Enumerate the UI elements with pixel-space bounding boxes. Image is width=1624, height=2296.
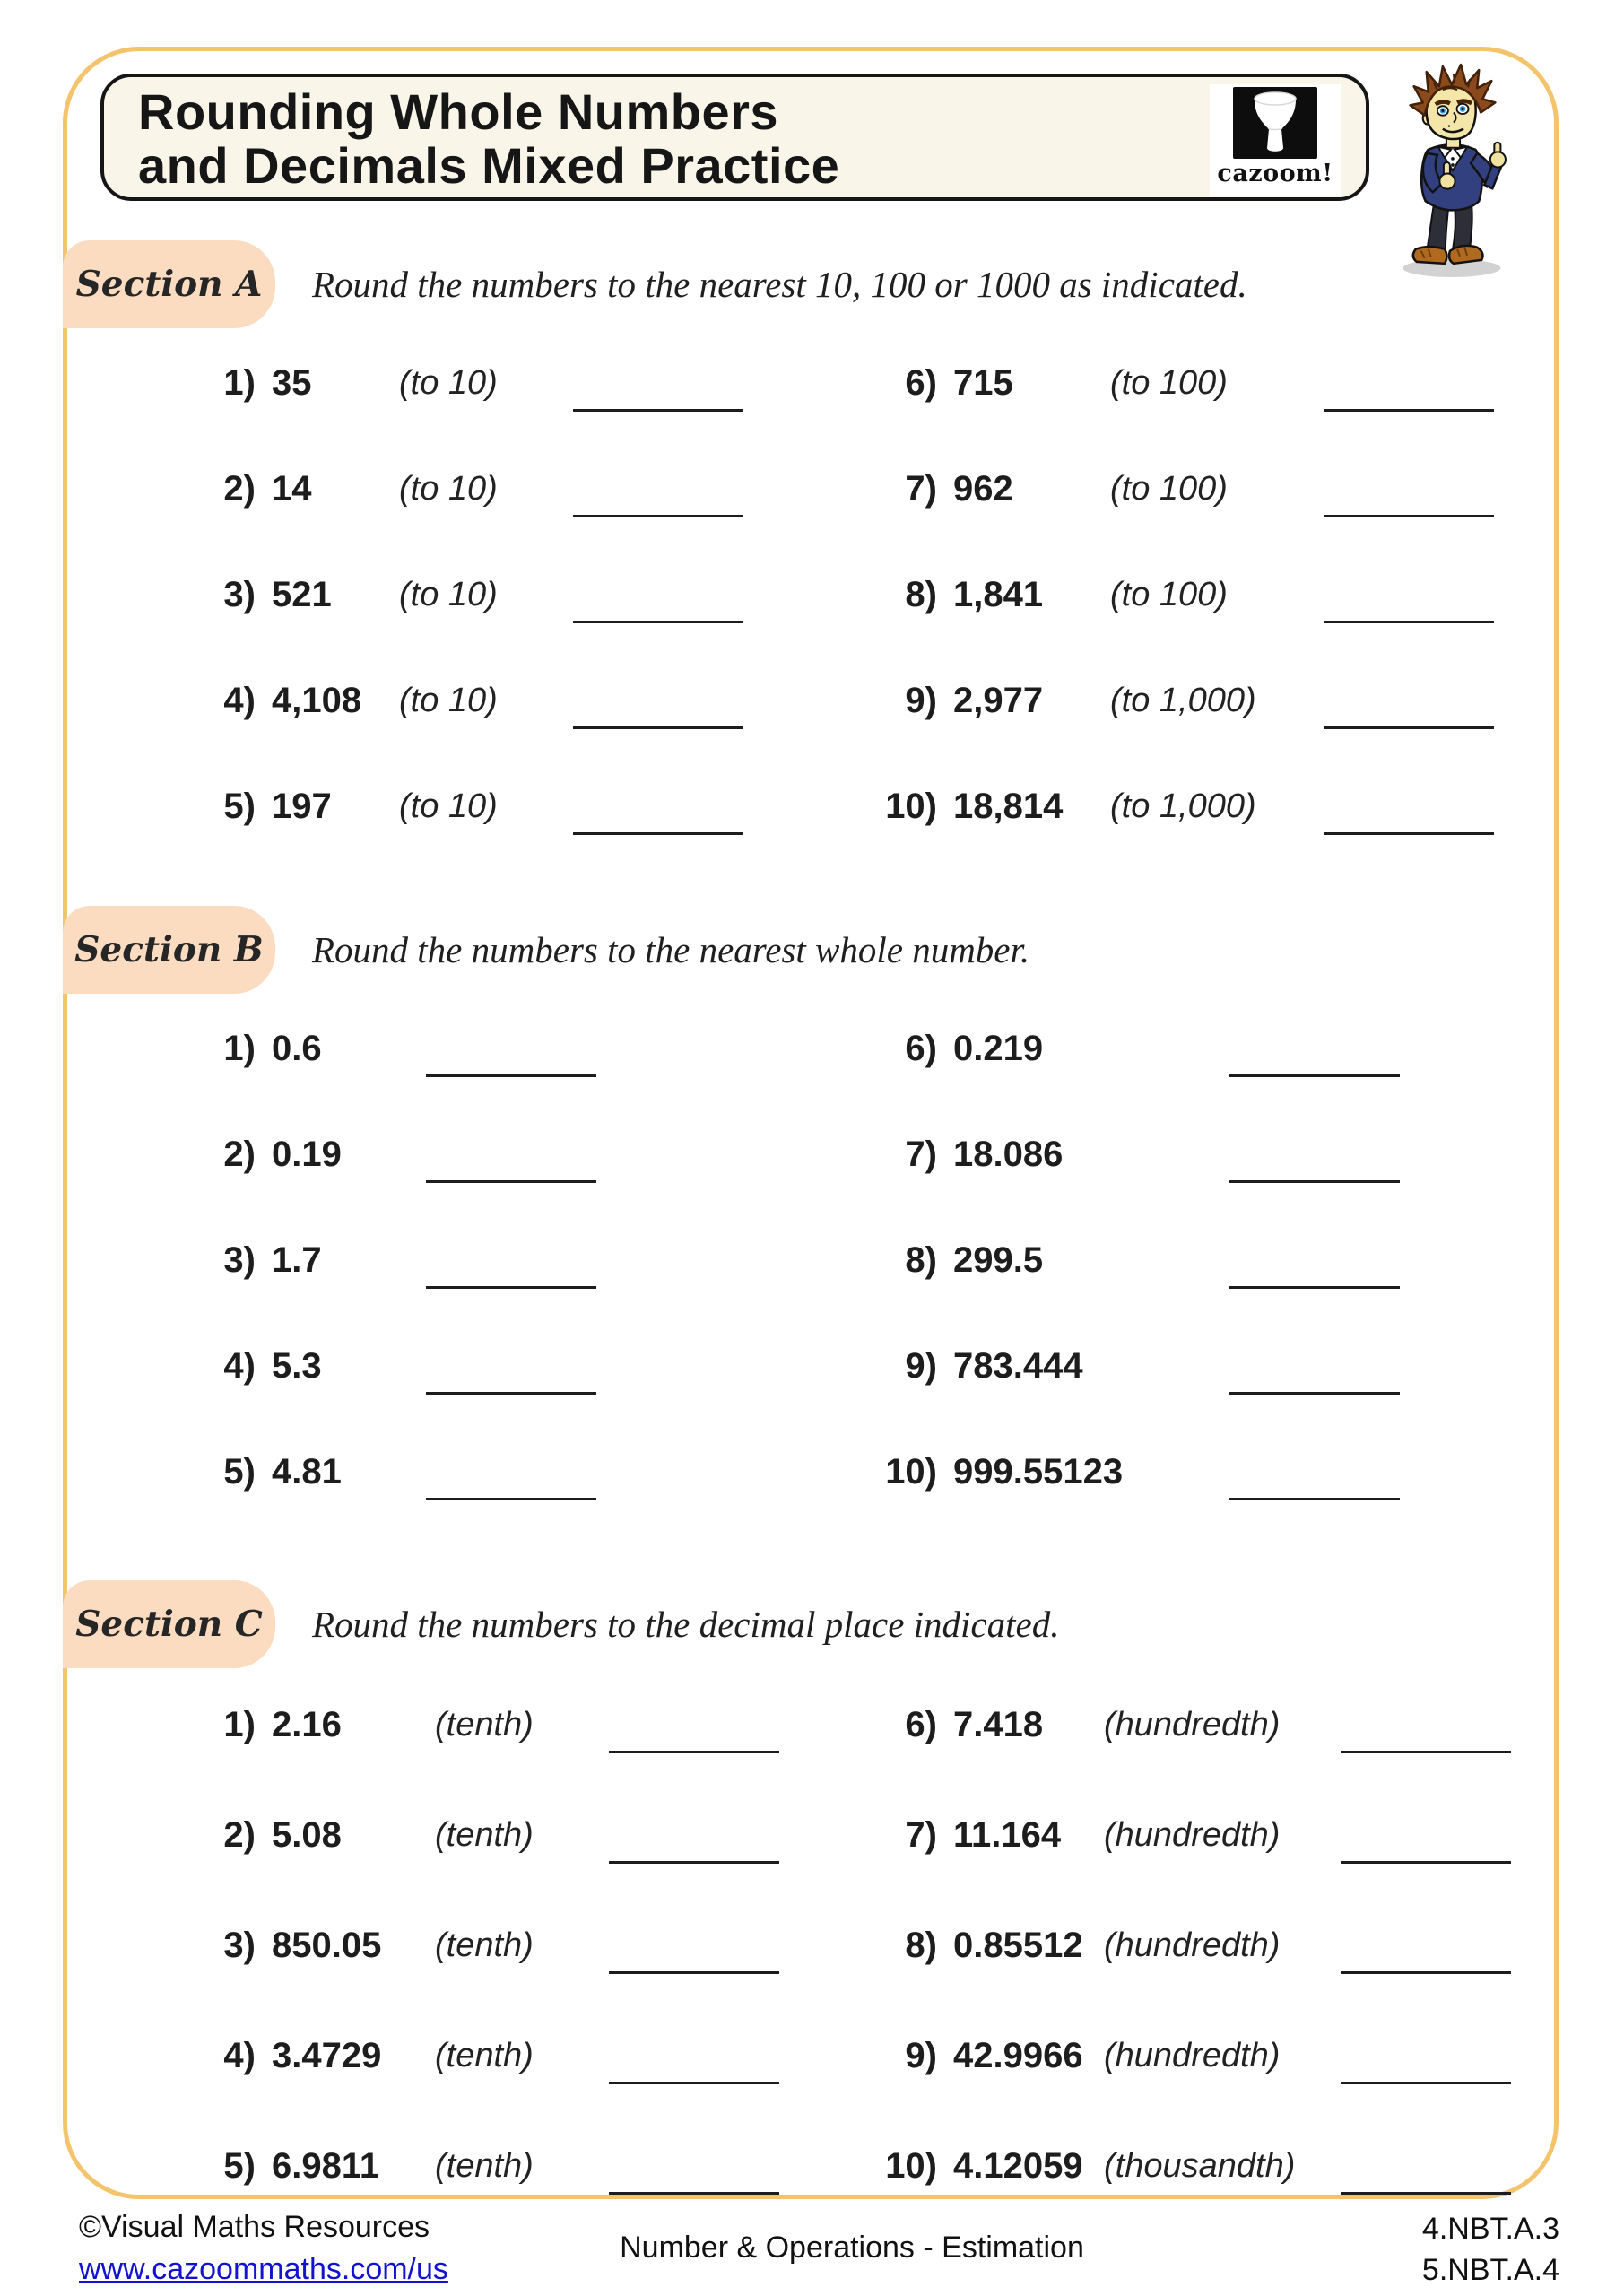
question-number: 6) (905, 362, 937, 403)
answer-blank[interactable] (426, 1286, 596, 1289)
section-c-instruction: Round the numbers to the decimal place indicated. (312, 1604, 1060, 1645)
question-number: 5) (223, 2146, 256, 2186)
question-row (0, 1419, 596, 1525)
question-number: 7) (905, 1134, 937, 1174)
question-value: 0.85512 (953, 1926, 1083, 1965)
question-value: 999.55123 (953, 1451, 1124, 1492)
section-c-column-left (0, 1670, 779, 2222)
section-b-instruction: Round the numbers to the nearest whole number. (312, 929, 1030, 970)
footer-standards (1422, 2208, 1559, 2291)
answer-blank[interactable] (609, 1971, 779, 1974)
rounding-place-hint: (to 10) (399, 575, 498, 613)
rounding-place-hint: (tenth) (435, 1816, 534, 1854)
question-number: 3) (223, 1926, 256, 1965)
question-value: 850.05 (272, 1926, 382, 1965)
question-value: 2,977 (953, 680, 1044, 720)
question-value: 715 (953, 362, 1013, 403)
answer-blank[interactable] (573, 621, 743, 623)
standard-code-1: 4.NBT.A.3 (1421, 2212, 1559, 2246)
question-number: 10) (885, 786, 937, 826)
question-row (0, 1780, 779, 1891)
question-row (812, 2001, 1511, 2111)
question-row (812, 996, 1400, 1101)
answer-blank[interactable] (1229, 1498, 1400, 1500)
question-number: 9) (905, 2036, 937, 2075)
rounding-place-hint: (to 10) (399, 469, 498, 508)
question-number: 6) (905, 1705, 937, 1744)
question-row (0, 1670, 779, 1780)
cazoom-logo-text: cazoom! (1217, 160, 1333, 187)
rounding-place-hint: (tenth) (435, 2037, 534, 2074)
question-row (0, 2111, 779, 2222)
question-row (0, 753, 743, 859)
answer-blank[interactable] (609, 2082, 779, 2084)
question-value: 1.7 (272, 1239, 322, 1280)
question-value: 4.12059 (953, 2146, 1083, 2186)
question-number: 9) (905, 680, 937, 720)
question-value: 4.81 (272, 1451, 342, 1492)
footer-left (79, 2210, 448, 2287)
section-a-instruction: Round the numbers to the nearest 10, 100 or 1000 as indicated. (312, 264, 1247, 305)
answer-blank[interactable] (1341, 2082, 1511, 2084)
question-value: 14 (272, 468, 312, 509)
answer-blank[interactable] (573, 409, 743, 412)
question-value: 5.3 (272, 1345, 322, 1386)
question-number: 4) (223, 1345, 256, 1386)
question-number: 7) (905, 1815, 937, 1855)
question-number: 1) (223, 1705, 256, 1744)
question-value: 962 (953, 468, 1013, 509)
question-row (812, 753, 1494, 859)
question-row (0, 330, 743, 436)
copyright-text: ©Visual Maths Resources (79, 2210, 430, 2244)
answer-blank[interactable] (609, 2192, 779, 2195)
question-row (812, 1101, 1400, 1207)
question-value: 3.4729 (272, 2036, 382, 2075)
question-number: 2) (223, 1134, 256, 1174)
question-number: 8) (905, 574, 937, 614)
question-value: 42.9966 (953, 2036, 1083, 2075)
rounding-place-hint: (to 100) (1110, 363, 1228, 402)
question-number: 1) (223, 362, 256, 403)
question-number: 9) (905, 1345, 937, 1386)
question-row (0, 1207, 596, 1313)
answer-blank[interactable] (609, 1861, 779, 1864)
question-value: 197 (272, 786, 332, 826)
question-value: 0.6 (272, 1028, 322, 1068)
section-a-label: Section A (75, 264, 263, 305)
question-value: 7.418 (953, 1705, 1044, 1744)
answer-blank[interactable] (426, 1392, 596, 1395)
answer-blank[interactable] (1229, 1180, 1400, 1183)
section-c-badge (63, 1580, 275, 1668)
question-row (0, 436, 743, 542)
standard-code-2: 5.NBT.A.4 (1421, 2253, 1559, 2287)
page-title-line1: Rounding Whole Numbers (138, 83, 779, 140)
question-number: 3) (223, 574, 256, 614)
cazoom-url-link[interactable]: www.cazoommaths.com/us (79, 2252, 448, 2286)
section-a-column-left (0, 330, 743, 859)
section-b-label: Section B (74, 929, 264, 970)
answer-blank[interactable] (1324, 409, 1494, 412)
question-row (812, 1419, 1400, 1525)
question-number: 2) (223, 1815, 256, 1855)
question-row (812, 1670, 1511, 1780)
question-number: 8) (905, 1926, 937, 1965)
question-number: 5) (223, 1451, 256, 1492)
rounding-place-hint: (hundredth) (1104, 1926, 1281, 1964)
question-row (812, 1780, 1511, 1891)
question-number: 7) (905, 468, 937, 509)
rounding-place-hint: (tenth) (435, 1706, 534, 1744)
answer-blank[interactable] (1341, 2192, 1511, 2195)
answer-blank[interactable] (573, 726, 743, 729)
question-number: 10) (885, 2146, 937, 2186)
question-value: 35 (272, 362, 312, 403)
question-row (812, 1207, 1400, 1313)
answer-blank[interactable] (1229, 1286, 1400, 1289)
title-box (100, 74, 1369, 201)
answer-blank[interactable] (1341, 1971, 1511, 1974)
section-a-column-right (812, 330, 1494, 859)
question-row (812, 542, 1494, 648)
question-number: 3) (223, 1239, 256, 1280)
question-number: 5) (223, 786, 256, 826)
section-b-badge (63, 906, 275, 994)
page-title-line2: and Decimals Mixed Practice (138, 137, 840, 194)
rounding-place-hint: (hundredth) (1104, 1816, 1281, 1854)
answer-blank[interactable] (1324, 832, 1494, 835)
answer-blank[interactable] (1324, 515, 1494, 517)
question-row (0, 1101, 596, 1207)
rounding-place-hint: (thousandth) (1104, 2147, 1296, 2185)
question-row (0, 648, 743, 753)
question-value: 18,814 (953, 786, 1064, 826)
rounding-place-hint: (to 10) (399, 787, 498, 825)
answer-blank[interactable] (1341, 1751, 1511, 1753)
question-number: 6) (905, 1028, 937, 1068)
rounding-place-hint: (to 1,000) (1110, 681, 1256, 719)
answer-blank[interactable] (1324, 726, 1494, 729)
question-row (0, 542, 743, 648)
question-number: 2) (223, 468, 256, 509)
answer-blank[interactable] (1324, 621, 1494, 623)
question-row (812, 1891, 1511, 2001)
question-row (0, 1891, 779, 2001)
question-value: 6.9811 (272, 2146, 380, 2186)
answer-blank[interactable] (1229, 1392, 1400, 1395)
question-value: 2.16 (272, 1705, 342, 1744)
question-value: 299.5 (953, 1239, 1044, 1280)
section-c-label: Section C (75, 1604, 263, 1645)
question-number: 4) (223, 680, 256, 720)
rounding-place-hint: (hundredth) (1104, 2037, 1281, 2074)
question-number: 8) (905, 1239, 937, 1280)
rounding-place-hint: (to 100) (1110, 575, 1228, 613)
question-row (0, 1313, 596, 1419)
question-value: 521 (272, 574, 332, 614)
question-row (0, 996, 596, 1101)
answer-blank[interactable] (1229, 1074, 1400, 1077)
rounding-place-hint: (hundredth) (1104, 1706, 1281, 1744)
question-number: 1) (223, 1028, 256, 1068)
question-row (812, 648, 1494, 753)
question-value: 0.19 (272, 1134, 342, 1174)
section-c-column-right (812, 1670, 1511, 2222)
question-row (812, 436, 1494, 542)
rounding-place-hint: (to 10) (399, 363, 498, 402)
question-row (812, 330, 1494, 436)
question-value: 1,841 (953, 574, 1044, 614)
section-b-column-right (812, 996, 1400, 1525)
rounding-place-hint: (tenth) (435, 2147, 534, 2185)
answer-blank[interactable] (426, 1180, 596, 1183)
answer-blank[interactable] (609, 1751, 779, 1753)
answer-blank[interactable] (573, 515, 743, 517)
answer-blank[interactable] (426, 1074, 596, 1077)
answer-blank[interactable] (426, 1498, 596, 1500)
question-row (0, 2001, 779, 2111)
question-number: 10) (885, 1451, 937, 1492)
cazoom-logo (1210, 84, 1341, 196)
question-number: 4) (223, 2036, 256, 2075)
question-value: 4,108 (272, 680, 362, 720)
rounding-place-hint: (to 10) (399, 681, 498, 719)
rounding-place-hint: (to 1,000) (1110, 787, 1256, 825)
question-value: 5.08 (272, 1815, 342, 1855)
question-value: 0.219 (953, 1028, 1044, 1068)
question-value: 11.164 (953, 1815, 1062, 1855)
answer-blank[interactable] (573, 832, 743, 835)
djembe-drum-icon (1233, 87, 1317, 159)
question-row (812, 2111, 1511, 2222)
question-row (812, 1313, 1400, 1419)
answer-blank[interactable] (1341, 1861, 1511, 1864)
section-a-badge (63, 240, 275, 328)
page-title (138, 85, 839, 193)
footer-topic-label: Number & Operations - Estimation (620, 2231, 1084, 2265)
section-b-column-left (0, 996, 596, 1525)
question-value: 18.086 (953, 1134, 1064, 1174)
rounding-place-hint: (to 100) (1110, 469, 1228, 508)
question-value: 783.444 (953, 1345, 1083, 1386)
rounding-place-hint: (tenth) (435, 1926, 534, 1964)
